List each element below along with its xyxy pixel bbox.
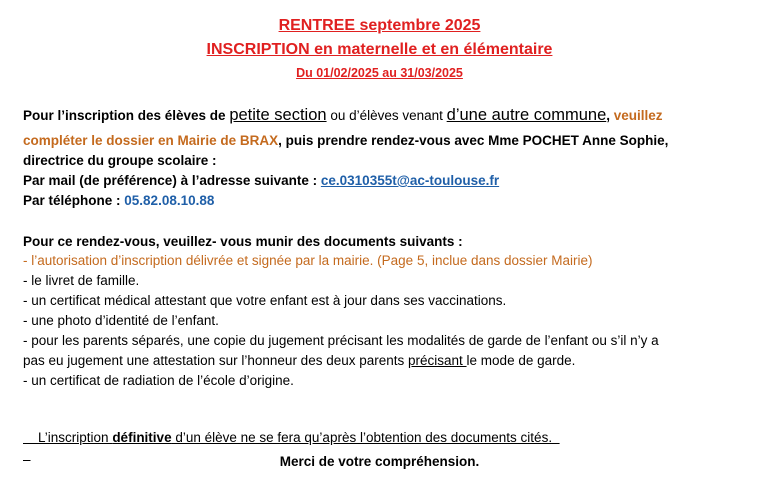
mairie-instruction: compléter le dossier en Mairie de BRAX [23, 133, 279, 148]
intro-text-1: Pour l’inscription des élèves de [23, 108, 230, 123]
document-item-jugement-2 [23, 352, 575, 369]
email-link[interactable]: ce.0310355t@ac-toulouse.fr [320, 173, 500, 188]
document-item-certificat: - un certificat médical attestant que votre enfant est à jour dans ses vaccinations. [23, 293, 507, 308]
autre-commune-text: d’une autre commune [446, 106, 607, 124]
page-title: RENTREE septembre 2025 [278, 17, 481, 34]
note-definitive: définitive [112, 430, 172, 445]
documents-heading: Pour ce rendez-vous, veuillez- vous munir des documents suivants : [23, 234, 463, 249]
phone-number: 05.82.08.10.88 [124, 193, 215, 208]
rendezvous-text: , puis prendre rendez-vous avec Mme POCHET Anne Sophie, [278, 133, 669, 148]
document-item-photo: - une photo d’identité de l’enfant. [23, 313, 219, 328]
jugement-text-c: le mode de garde. [466, 353, 576, 368]
jugement-text-b: précisant [408, 353, 467, 368]
mail-line [23, 172, 499, 189]
document-item-radiation: - un certificat de radiation de l’école d’origine. [23, 373, 294, 388]
petite-section-text: petite section [229, 106, 327, 124]
mail-label: Par mail (de préférence) à l’adresse suivante : [23, 173, 321, 188]
document-item-jugement-1: - pour les parents séparés, une copie du jugement précisant les modalités de garde de l’enfant ou s’il n’y a [23, 333, 659, 348]
phone-label: Par téléphone : [23, 193, 125, 208]
note-text-c: d’un élève ne se fera qu’après l’obtention des documents cités. [171, 430, 560, 445]
intro-line-2 [23, 132, 668, 149]
intro-text-2: ou d’élèves venant [326, 108, 447, 123]
date-range: Du 01/02/2025 au 31/03/2025 [296, 66, 463, 80]
closing-message: Merci de votre compréhension. [279, 454, 480, 469]
intro-line-3: directrice du groupe scolaire : [23, 153, 217, 168]
document-item-authorization: - l’autorisation d’inscription délivrée et signée par la mairie. (Page 5, inclue dans dossier Mairie) [23, 253, 593, 268]
page-subtitle: INSCRIPTION en maternelle et en élémentaire [206, 41, 553, 58]
intro-comma: , [606, 108, 611, 123]
jugement-text-a: pas eu jugement une attestation sur l’honneur des deux parents [23, 353, 409, 368]
document-item-livret: - le livret de famille. [23, 273, 140, 288]
note-text-a: L’inscription [38, 430, 113, 445]
intro-veuillez: veuillez [610, 108, 663, 123]
phone-line [23, 192, 214, 209]
intro-line-1 [23, 107, 663, 124]
